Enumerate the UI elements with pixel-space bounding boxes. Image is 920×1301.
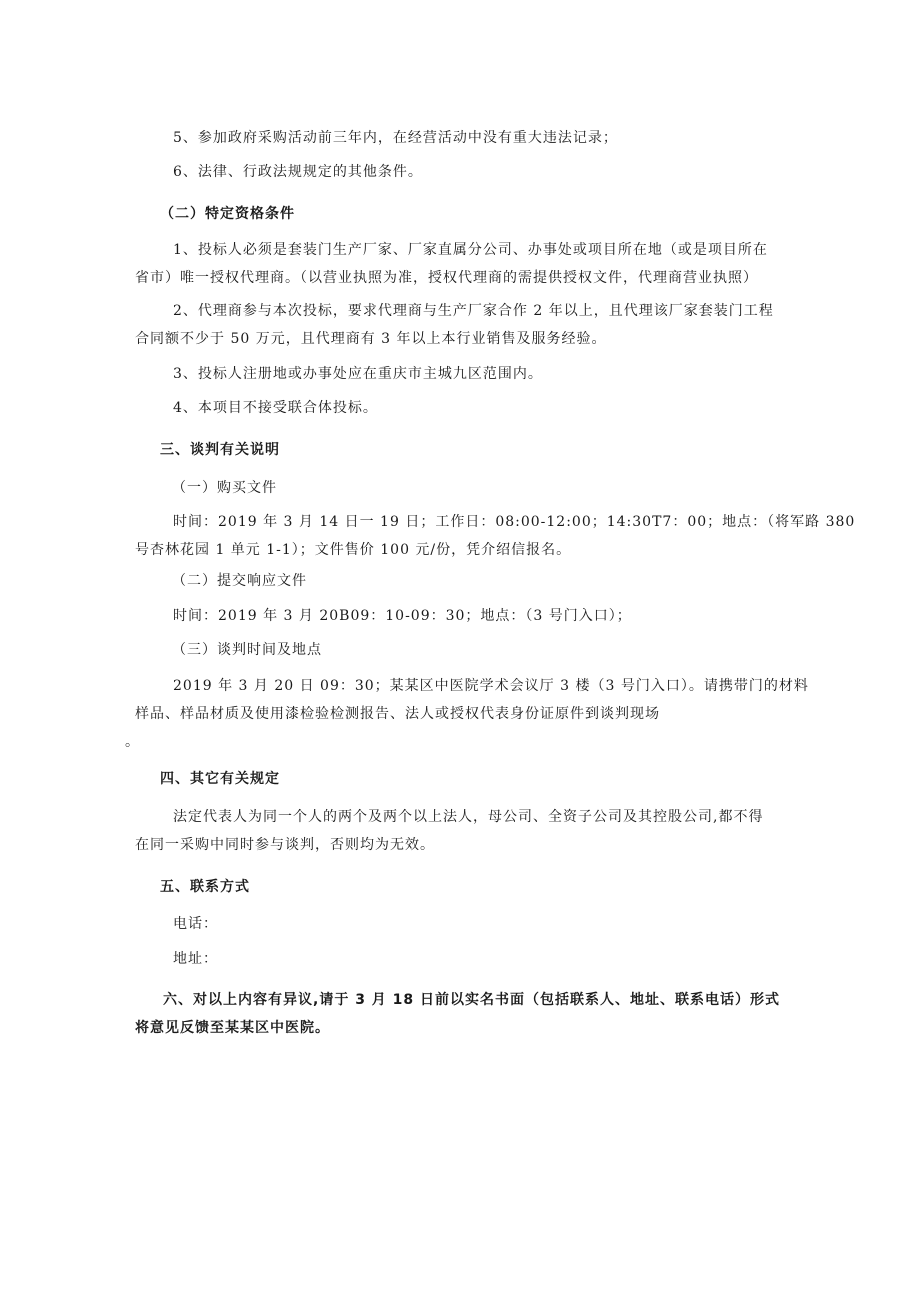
submit-documents-details: 时间：2019 年 3 月 20B09：10-09：30；地点：（3 号门入口）； <box>173 608 632 624</box>
objection-line-1: 六、对以上内容有异议,请于 3 月 18 日前以实名书面（包括联系人、地址、联系电话）形式 <box>163 992 781 1008</box>
negotiation-line-2: 样品、样品材质及使用漆检验检测报告、法人或授权代表身份证原件到谈判现场 <box>135 706 660 722</box>
special-condition-2-line-1: 2、代理商参与本次投标，要求代理商与生产厂家合作 2 年以上，且代理该厂家套装门工程 <box>173 303 774 319</box>
special-condition-1-line-2: 省市）唯一授权代理商。（以营业执照为准，授权代理商的需提供授权文件，代理商营业执照） <box>135 270 758 286</box>
special-condition-3: 3、投标人注册地或办事处应在重庆市主城九区范围内。 <box>173 366 543 382</box>
special-condition-1-line-1: 1、投标人必须是套装门生产厂家、厂家直属分公司、办事处或项目所在地（或是项目所在 <box>173 242 768 258</box>
contact-address: 地址： <box>173 951 218 967</box>
subheading-submit-documents: （二）提交响应文件 <box>172 573 307 589</box>
subheading-buy-documents: （一）购买文件 <box>172 480 277 496</box>
buy-documents-line-2: 号杏林花园 1 单元 1-1）；文件售价 100 元/份，凭介绍信报名。 <box>135 542 572 558</box>
special-condition-1 <box>135 236 785 292</box>
subheading-negotiation-time-place: （三）谈判时间及地点 <box>172 642 322 658</box>
objection-notice <box>135 986 785 1042</box>
section-heading-5: 五、联系方式 <box>160 879 250 895</box>
buy-documents-details <box>135 508 856 564</box>
special-condition-4: 4、本项目不接受联合体投标。 <box>173 400 378 416</box>
section-heading-4: 四、其它有关规定 <box>160 771 280 787</box>
special-condition-2-line-2: 合同额不少于 50 万元，且代理商有 3 年以上本行业销售及服务经验。 <box>135 331 607 347</box>
negotiation-details <box>125 672 809 756</box>
other-rules-line-1: 法定代表人为同一个人的两个及两个以上法人，母公司、全资子公司及其控股公司,都不得 <box>173 809 764 825</box>
objection-line-2: 将意见反馈至某某区中医院。 <box>135 1020 330 1036</box>
condition-5: 5、参加政府采购活动前三年内，在经营活动中没有重大违法记录； <box>173 130 618 146</box>
special-condition-2 <box>135 297 785 353</box>
contact-phone: 电话： <box>173 916 218 932</box>
negotiation-line-3: 。 <box>125 734 140 750</box>
section-heading-special-qualifications: （二）特定资格条件 <box>160 206 295 222</box>
section-heading-3: 三、谈判有关说明 <box>160 442 280 458</box>
other-rules-line-2: 在同一采购中同时参与谈判，否则均为无效。 <box>135 837 435 853</box>
buy-documents-line-1: 时间：2019 年 3 月 14 日一 19 日；工作日：08:00-12:00；14:30T7：00；地点：（将军路 380 <box>173 514 856 530</box>
other-rules <box>135 803 785 859</box>
negotiation-line-1: 2019 年 3 月 20 日 09：30；某某区中医院学术会议厅 3 楼（3 号门入口）。请携带门的材料 <box>173 678 809 694</box>
condition-6: 6、法律、行政法规规定的其他条件。 <box>173 164 423 180</box>
